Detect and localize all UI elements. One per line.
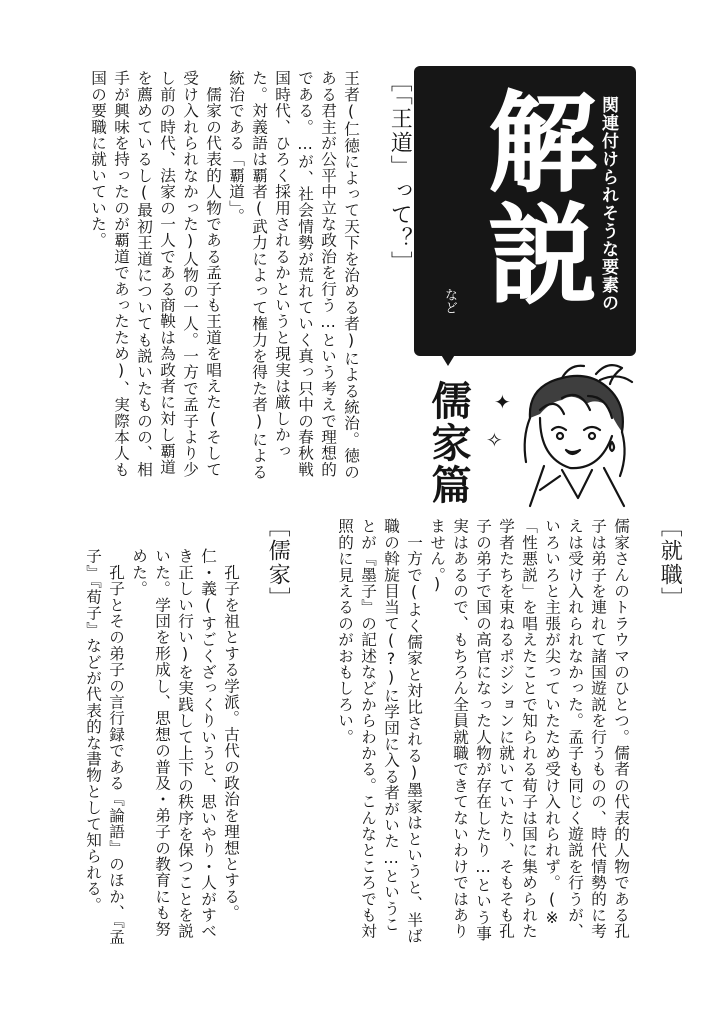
juka-heading: ［儒家］ (265, 515, 291, 611)
shushoku-body: 儒家さんのトラウマのひとつ。儒者の代表的人物である孔子は弟子を連れて諸国遊説を行うものの、時代情勢的に考えは受け入れられなかった。孟子も同じく遊説を行うが、いろいろと主張が尖っていたため受け入れられず。(※「性悪説」を唱えたことで知られる荀子は国に集められた学者たちを束ねるポジションに就いていたり、そもそも孔子の弟子で国の高官になった人物が存在したり…という事実はあるので、もちろん全員就職できてないわけではありません。) 一方で(よく儒家と対比される)墨家はというと、半ば職の斡旋目当て(?)に学団に入る者がいた…ということが『墨子』の記述などからわかる。こんなところでも対照的に見えるのがおもしろい。 (336, 518, 630, 944)
character-illustration (500, 358, 650, 508)
title-suffix: など (442, 288, 457, 314)
sparkle-icon: ✧ (486, 428, 503, 452)
juka-body: 孔子を祖とする学派。古代の政治を理想とする。仁・義(すごくざっくりいうと、思いやり・人がすべき正しい行い)を実践して上下の秩序を保つことを説いた。学団を形成し、思想の普及・弟子の教育にも努めた。 孔子とその弟子の言行録である『論語』のほか、『孟子』『荀子』などが代表的な書物として知られる。 (84, 548, 240, 946)
oudou-heading: ［「王道」って？］ (387, 70, 413, 275)
shushoku-heading: ［就職］ (657, 515, 683, 611)
subtitle: 関連付けられそうな要素の (598, 96, 618, 312)
main-title: 解説 (470, 86, 595, 310)
oudou-body: 王者(仁徳によって天下を治める者)による統治。徳のある君主が公平中立な政治を行う…という考えで理想的である。…が、社会情勢が荒れていく真っ只中の春秋戦国時代、ひろく採用されるかというと現実は厳しかった。対義語は覇者(武力によって権力を得た者)による統治である「覇道」。 儒家の代表的人物である孟子も王道を唱えた(そして受け入れられなかった)人物の一人。一方で孟子より少し前の時代、法家の一人である商鞅は為政者に対し覇道を薦めているし(最初王道についても説いたものの、相手が興味を持ったのが覇道であったため)、実際本人も国の要職に就いていた。 (89, 70, 360, 480)
category-label: 儒家篇 (425, 380, 471, 506)
title-bubble-tail (432, 340, 464, 366)
sparkle-icon: ✦ (494, 390, 511, 414)
